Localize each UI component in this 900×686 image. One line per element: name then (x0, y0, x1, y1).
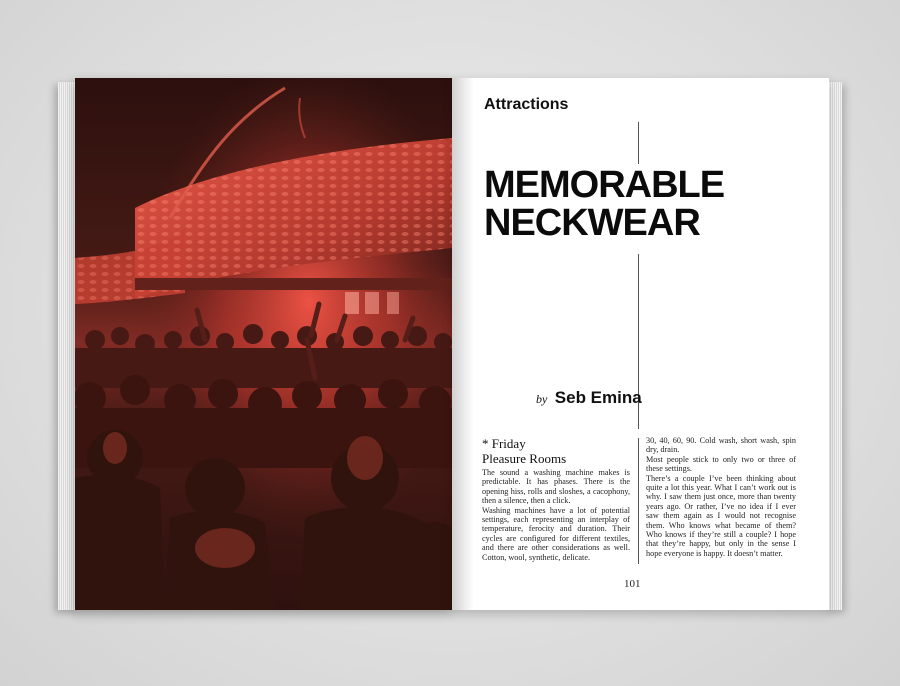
headline (484, 166, 724, 242)
headline-line-2: NECKWEAR (484, 202, 700, 244)
byline (536, 388, 642, 408)
headline-line-1: MEMORABLE (484, 164, 725, 206)
left-page (75, 78, 452, 610)
crowd-photo (75, 78, 452, 610)
paragraph: Washing machines have a lot of potential settings, each representing an interplay of temperature, ferocity and duration. Their cycles are configured for different textiles, and there are other considerations as well. Cotton, wool, synthetic, delicate. (482, 505, 630, 562)
paragraph: There’s a couple I’ve been thinking about quite a lot this year. What I can’t work out is why. I saw them just once, more than twenty years ago. Or rather, I’ve no idea if I ever saw them again as I would not recognise them. Who knows what became of them? Who knows if they’re still a couple? I hope that they’re happy, but only in the sense I hope everyone is happy. It doesn’t matter. (646, 473, 796, 558)
paragraph: The sound a washing machine makes is predictable. It has phases. There is the opening hiss, rolls and sloshes, a cacophony, then a silence, then a click. (482, 468, 630, 506)
paragraph: Most people stick to only two or three of these settings. (646, 454, 796, 474)
vertical-rule-top (638, 122, 639, 164)
section-label: Attractions (484, 96, 569, 113)
gutter-shadow (452, 78, 474, 610)
article-column-right (646, 436, 796, 558)
paragraph: 30, 40, 60, 90. Cold wash, short wash, spin dry, drain. (646, 436, 796, 455)
right-page (452, 78, 829, 610)
article-venue: Pleasure Rooms (482, 451, 567, 466)
magazine-spread (58, 74, 842, 614)
byline-prefix: by (536, 392, 548, 406)
byline-author: Seb Emina (554, 388, 642, 407)
article-day: * Friday (482, 436, 526, 451)
page-number: 101 (624, 578, 641, 590)
column-divider (638, 438, 639, 564)
article-column-left (482, 436, 630, 562)
